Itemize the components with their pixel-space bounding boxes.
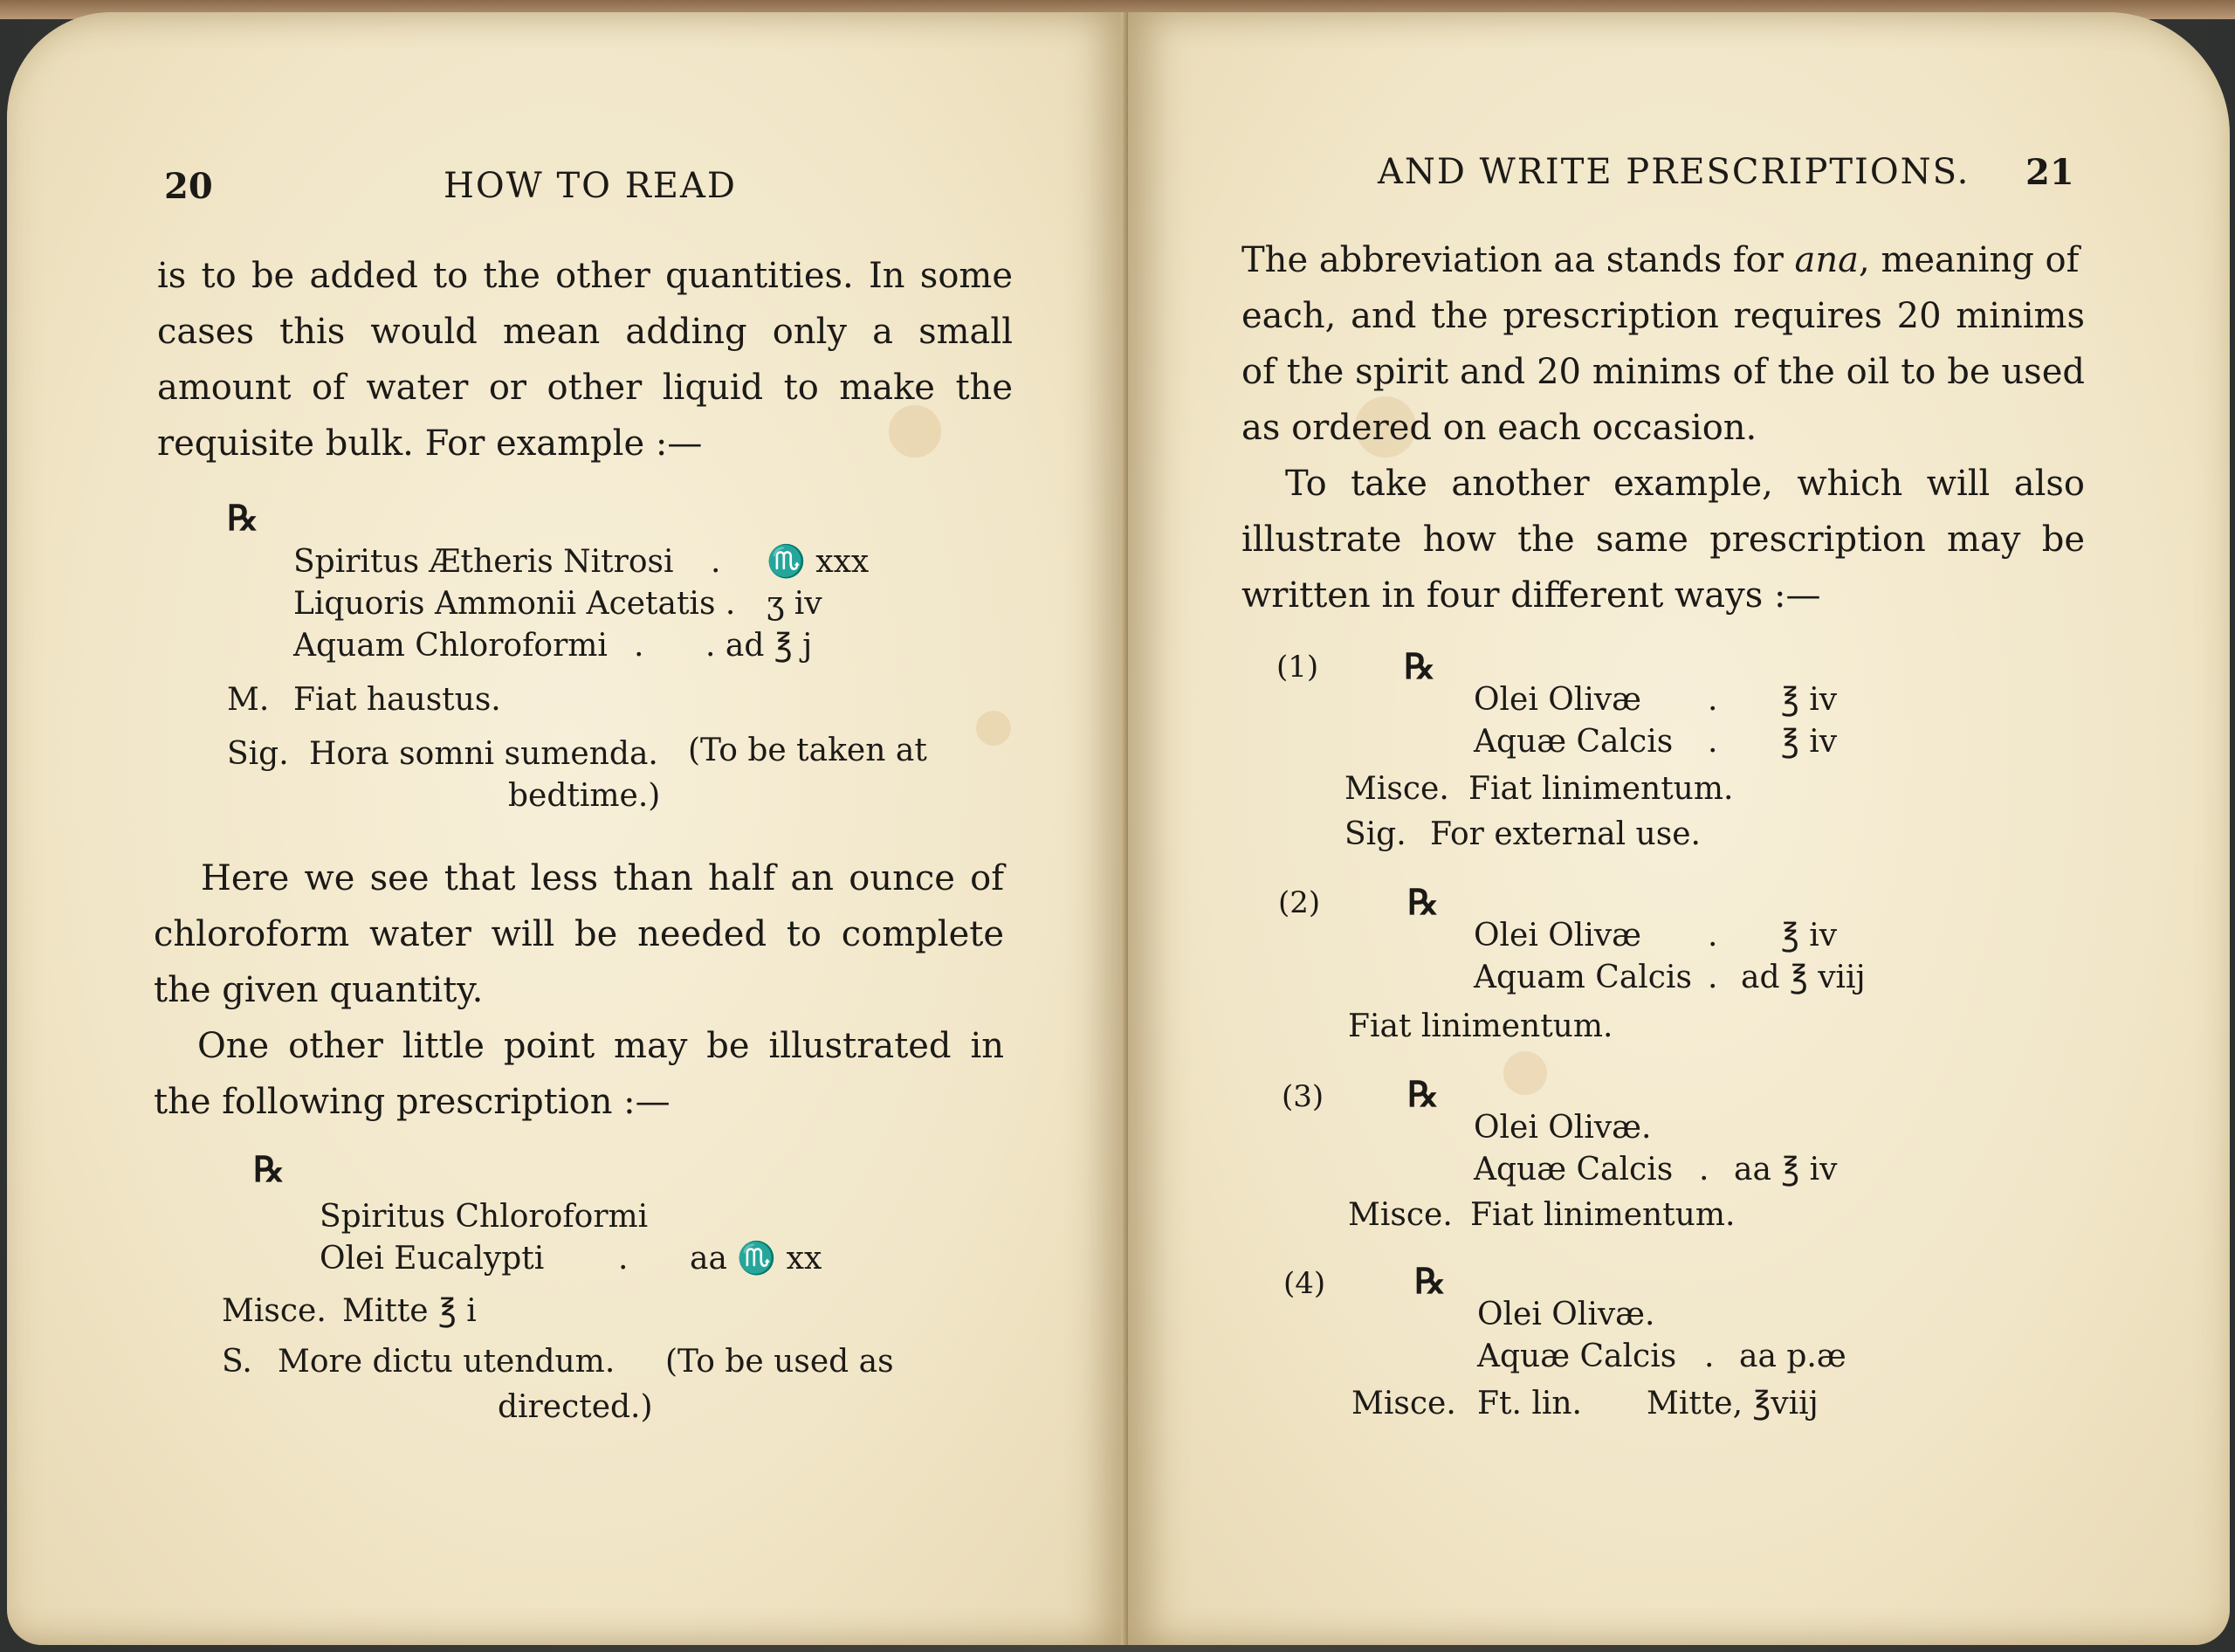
translation-text: bedtime.)	[508, 778, 661, 814]
direction-label: M.	[227, 682, 270, 718]
ingredient-name: Olei Olivæ.	[1477, 1297, 1655, 1332]
ingredient-name: Aquæ Calcis	[1474, 1152, 1674, 1187]
ingredient-quantity: aa ♏ xx	[690, 1241, 822, 1277]
ingredient-name: Olei Eucalypti	[320, 1241, 545, 1277]
recipe-symbol: ℞	[1414, 1261, 1446, 1302]
direction-label: Misce.	[222, 1293, 327, 1329]
direction-text: Ft. lin.	[1477, 1386, 1582, 1421]
ingredient-quantity: ℥ iv	[1781, 682, 1838, 718]
ingredient-name: Aquæ Calcis	[1477, 1339, 1677, 1374]
paragraph-line: as ordered on each occasion.	[1241, 408, 1757, 448]
example-number: (3)	[1282, 1079, 1324, 1114]
leader-dots: .	[1708, 918, 1718, 953]
right-page	[1128, 12, 2230, 1645]
paragraph-line: One other little point may be illustrated in	[197, 1026, 1004, 1066]
paragraph-line: cases this would mean adding only a small	[157, 312, 1013, 352]
ingredient-name: Olei Olivæ.	[1474, 1110, 1652, 1146]
paragraph-line	[1241, 232, 2079, 288]
direction-label: Misce.	[1344, 771, 1449, 807]
leader-dots: .	[711, 544, 721, 580]
recipe-symbol: ℞	[1407, 1074, 1439, 1115]
leader-dots: .	[1708, 682, 1718, 718]
direction-text: Fiat linimentum.	[1470, 1197, 1736, 1233]
ingredient-quantity: aa p.æ	[1739, 1339, 1846, 1374]
leader-dots: .	[634, 628, 644, 664]
leader-dots: .	[618, 1241, 629, 1277]
ingredient-name: Spiritus Chloroformi	[320, 1199, 649, 1235]
recipe-symbol: ℞	[1407, 882, 1439, 923]
paragraph-line: the given quantity.	[154, 970, 484, 1010]
example-number: (4)	[1283, 1266, 1326, 1301]
italic-term: ana	[1794, 240, 1860, 280]
translation-text: (To be taken at	[688, 733, 927, 768]
signa-text: More dictu utendum.	[278, 1344, 615, 1380]
paragraph-line: requisite bulk. For example :—	[157, 423, 703, 464]
paragraph-line: illustrate how the same prescription may be	[1241, 520, 2085, 560]
signa-label: Sig.	[1344, 816, 1406, 852]
direction-label: Misce.	[1351, 1386, 1456, 1421]
paper-stain	[976, 711, 1011, 746]
direction-text: Fiat haustus.	[293, 682, 501, 718]
ingredient-quantity: ad ℥ viij	[1741, 960, 1866, 995]
ingredient-name: Olei Olivæ	[1474, 682, 1642, 718]
signa-label: Sig.	[227, 736, 289, 772]
translation-text: (To be used as	[665, 1344, 894, 1380]
mitte-quantity: Mitte, ℥viij	[1647, 1386, 1819, 1421]
paragraph-line: To take another example, which will also	[1285, 464, 2085, 504]
page-number: 20	[164, 166, 213, 207]
ingredient-quantity: . ad ℥ j	[705, 628, 813, 664]
ingredient-quantity: ʒ iv	[767, 586, 822, 622]
leader-dots: .	[1704, 1339, 1715, 1374]
paragraph-text: , meaning of	[1859, 240, 2080, 280]
ingredient-name: Liquoris Ammonii Acetatis .	[293, 586, 736, 622]
running-head: AND WRITE PRESCRIPTIONS.	[1378, 152, 1970, 192]
ingredient-name: Aquam Calcis	[1474, 960, 1692, 995]
example-number: (2)	[1278, 885, 1321, 920]
paragraph-line: written in four different ways :—	[1241, 575, 1821, 616]
signa-text: For external use.	[1430, 816, 1701, 852]
ingredient-quantity: ♏ xxx	[767, 544, 870, 580]
example-number: (1)	[1276, 650, 1319, 685]
recipe-symbol: ℞	[1404, 646, 1435, 687]
leader-dots: .	[1699, 1152, 1709, 1187]
direction-label: Misce.	[1348, 1197, 1453, 1233]
ingredient-quantity: aa ℥ iv	[1734, 1152, 1838, 1187]
leader-dots: .	[1708, 960, 1718, 995]
paragraph-line: is to be added to the other quantities. In some	[157, 256, 1013, 296]
paragraph-line: amount of water or other liquid to make the	[157, 368, 1013, 408]
paragraph-line: each, and the prescription requires 20 minims	[1241, 296, 2085, 336]
paper-stain	[1503, 1051, 1547, 1095]
ingredient-name: Spiritus Ætheris Nitrosi	[293, 544, 674, 580]
signa-label: S.	[222, 1344, 252, 1380]
paragraph-line: Here we see that less than half an ounce of	[201, 858, 1004, 898]
ingredient-name: Aquæ Calcis	[1474, 724, 1674, 760]
page-number: 21	[2025, 152, 2074, 193]
direction-text: Fiat linimentum.	[1348, 1008, 1613, 1044]
leader-dots: .	[1708, 724, 1718, 760]
translation-text: directed.)	[498, 1389, 653, 1425]
paragraph-line: of the spirit and 20 minims of the oil to be used	[1241, 352, 2085, 392]
recipe-symbol: ℞	[253, 1149, 285, 1190]
direction-text: Mitte ℥ i	[342, 1293, 477, 1329]
paragraph-line: chloroform water will be needed to complete	[154, 914, 1004, 954]
ingredient-name: Aquam Chloroformi	[293, 628, 608, 664]
paragraph-text: The abbreviation aa stands for	[1241, 240, 1795, 280]
recipe-symbol: ℞	[227, 498, 258, 539]
signa-text: Hora somni sumenda.	[309, 736, 658, 772]
paragraph-line: the following prescription :—	[154, 1082, 670, 1122]
ingredient-quantity: ℥ iv	[1781, 918, 1838, 953]
left-page	[7, 12, 1126, 1645]
direction-text: Fiat linimentum.	[1468, 771, 1734, 807]
running-head: HOW TO READ	[444, 166, 737, 206]
ingredient-name: Olei Olivæ	[1474, 918, 1642, 953]
ingredient-quantity: ℥ iv	[1781, 724, 1838, 760]
